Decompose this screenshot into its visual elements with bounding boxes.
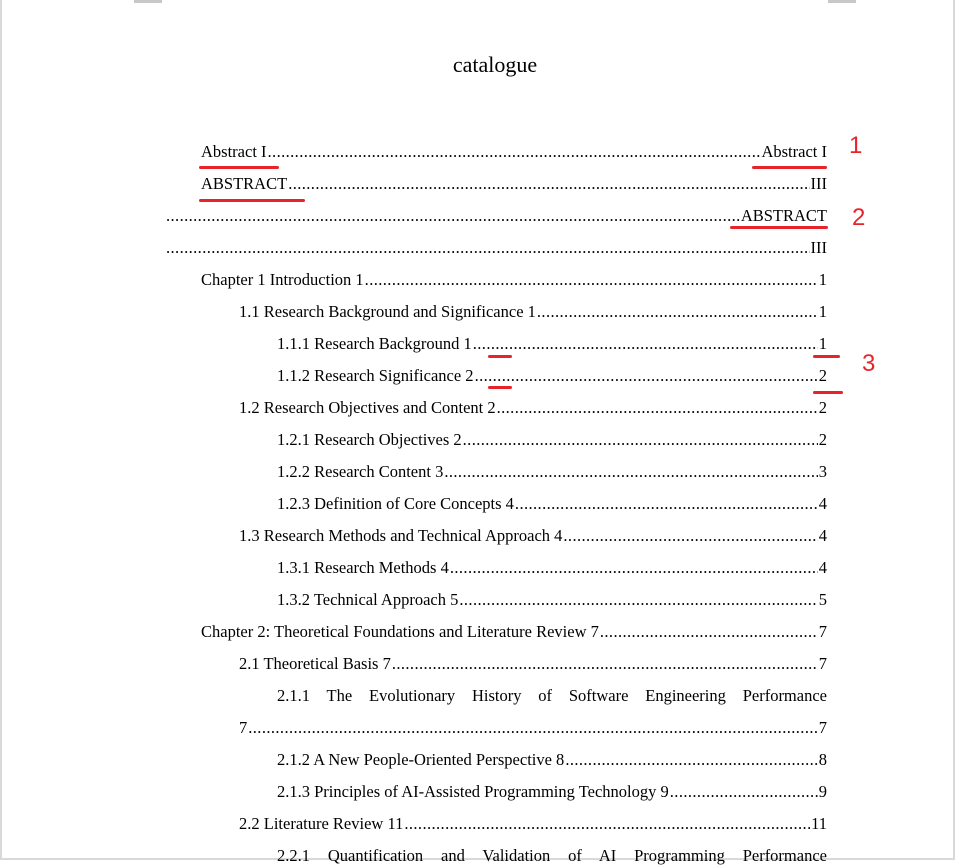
toc-entry[interactable] xyxy=(277,845,827,867)
toc-leader xyxy=(473,333,818,355)
toc-entry-page: 8 xyxy=(818,750,827,769)
toc-entry-page: 1 xyxy=(818,302,827,321)
toc-entry-page: III xyxy=(810,238,827,257)
toc-leader xyxy=(563,525,817,547)
toc-leader xyxy=(537,301,818,323)
toc-entry-text: Abstract I xyxy=(201,142,267,161)
toc-entry-text: 1.2 Research Objectives and Content 2 xyxy=(239,398,496,417)
toc-entry-text: 2.1.2 A New People-Oriented Perspective 8 xyxy=(277,750,565,769)
toc-entry[interactable] xyxy=(277,781,827,803)
annotation-label-2: 2 xyxy=(852,204,866,231)
toc-entry-text: 1.1 Research Background and Significance 1 xyxy=(239,302,536,321)
annotation-underline xyxy=(813,391,843,394)
toc-entry[interactable] xyxy=(201,621,827,643)
toc-entry-page: ABSTRACT xyxy=(740,206,827,225)
toc-leader xyxy=(248,717,818,739)
toc-entry-text: 1.1.2 Research Significance 2 xyxy=(277,366,474,385)
toc-entry-page: 2 xyxy=(818,430,827,449)
toc-leader xyxy=(600,621,818,643)
toc-entry-page: 4 xyxy=(818,494,827,513)
toc-leader xyxy=(463,429,818,451)
toc-entry-page: 11 xyxy=(811,814,827,833)
toc-entry-text: 1.3 Research Methods and Technical Approach 4 xyxy=(239,526,563,545)
toc-entry[interactable] xyxy=(201,141,827,163)
toc-entry[interactable] xyxy=(277,589,827,611)
toc-leader xyxy=(166,237,810,259)
annotation-label-3: 3 xyxy=(862,350,876,377)
toc-leader xyxy=(565,749,817,771)
toc-entry-text: Chapter 2: Theoretical Foundations and Literature Review 7 xyxy=(201,622,599,641)
toc-entry-text: ABSTRACT xyxy=(201,174,288,193)
toc-entry[interactable] xyxy=(239,653,827,675)
toc-entry[interactable] xyxy=(277,685,827,707)
toc-entry[interactable] xyxy=(277,493,827,515)
toc-leader xyxy=(459,589,817,611)
toc-entry[interactable] xyxy=(239,813,827,835)
toc-entry-text: 2.1.3 Principles of AI-Assisted Programming Technology 9 xyxy=(277,782,669,801)
toc-entry[interactable] xyxy=(277,557,827,579)
toc-entry-text: 7 xyxy=(239,718,248,737)
toc-leader xyxy=(404,813,810,835)
toc-entry-text: 1.2.3 Definition of Core Concepts 4 xyxy=(277,494,514,513)
toc-entry-page: 9 xyxy=(818,782,827,801)
toc-entry-page: 2 xyxy=(818,398,827,417)
toc-entry-page: 4 xyxy=(818,558,827,577)
toc-leader xyxy=(365,269,818,291)
toc-entry-page: 7 xyxy=(818,718,827,737)
annotation-label-1: 1 xyxy=(849,132,863,159)
toc-entry-text: 1.2.1 Research Objectives 2 xyxy=(277,430,462,449)
toc-entry-text: 2.1 Theoretical Basis 7 xyxy=(239,654,391,673)
toc-entry-text: 2.2.1 Quantification and Validation of AI Programming Performance xyxy=(277,846,827,865)
crop-mark-left xyxy=(134,0,162,3)
toc-leader xyxy=(288,173,809,195)
toc-entry[interactable] xyxy=(277,461,827,483)
page-edge-left xyxy=(0,0,2,860)
toc-entry-page: III xyxy=(810,174,827,193)
toc-entry[interactable] xyxy=(277,429,827,451)
toc-leader xyxy=(475,365,818,387)
toc-leader xyxy=(392,653,818,675)
toc-entry-text: 1.3.1 Research Methods 4 xyxy=(277,558,449,577)
toc-entry-page: 1 xyxy=(818,334,827,353)
toc-entry[interactable] xyxy=(277,365,827,387)
toc-entry-page: 5 xyxy=(818,590,827,609)
toc-leader xyxy=(166,205,740,227)
toc-entry[interactable] xyxy=(165,237,827,259)
toc-leader xyxy=(497,397,818,419)
toc-entry-page: 7 xyxy=(818,654,827,673)
annotation-underline xyxy=(813,355,840,358)
toc-leader xyxy=(450,557,818,579)
annotation-underline xyxy=(752,166,827,169)
toc-entry-text: Chapter 1 Introduction 1 xyxy=(201,270,364,289)
toc-entry[interactable] xyxy=(239,397,827,419)
toc-entry[interactable] xyxy=(239,301,827,323)
toc-entry[interactable] xyxy=(201,269,827,291)
toc-entry[interactable] xyxy=(201,173,827,195)
annotation-underline xyxy=(488,355,512,358)
page-title: catalogue xyxy=(452,52,538,77)
toc-leader xyxy=(268,141,761,163)
toc-leader xyxy=(515,493,818,515)
toc-entry-text: 1.2.2 Research Content 3 xyxy=(277,462,444,481)
annotation-underline xyxy=(488,386,512,389)
toc-entry-text: 1.1.1 Research Background 1 xyxy=(277,334,472,353)
toc-entry[interactable] xyxy=(239,525,827,547)
toc-entry-text: 1.3.2 Technical Approach 5 xyxy=(277,590,459,609)
toc-entry-page: 7 xyxy=(818,622,827,641)
toc-entry-text: 2.1.1 The Evolutionary History of Software Engineering Performance xyxy=(277,686,827,705)
toc-entry-text: 2.2 Literature Review 11 xyxy=(239,814,404,833)
toc-leader xyxy=(670,781,818,803)
crop-mark-right xyxy=(828,0,856,3)
toc-leader xyxy=(444,461,817,483)
toc-entry-continuation[interactable] xyxy=(239,717,827,739)
annotation-underline xyxy=(199,166,279,169)
toc-entry[interactable] xyxy=(165,205,827,227)
annotation-underline xyxy=(199,199,305,202)
annotation-underline xyxy=(730,226,828,229)
toc-entry-page: 4 xyxy=(818,526,827,545)
toc-entry-page: 1 xyxy=(818,270,827,289)
toc-entry[interactable] xyxy=(277,749,827,771)
toc-entry-page: 3 xyxy=(818,462,827,481)
toc-entry-page: 2 xyxy=(818,366,827,385)
toc-entry-page: Abstract I xyxy=(761,142,827,161)
toc-entry[interactable] xyxy=(277,333,827,355)
